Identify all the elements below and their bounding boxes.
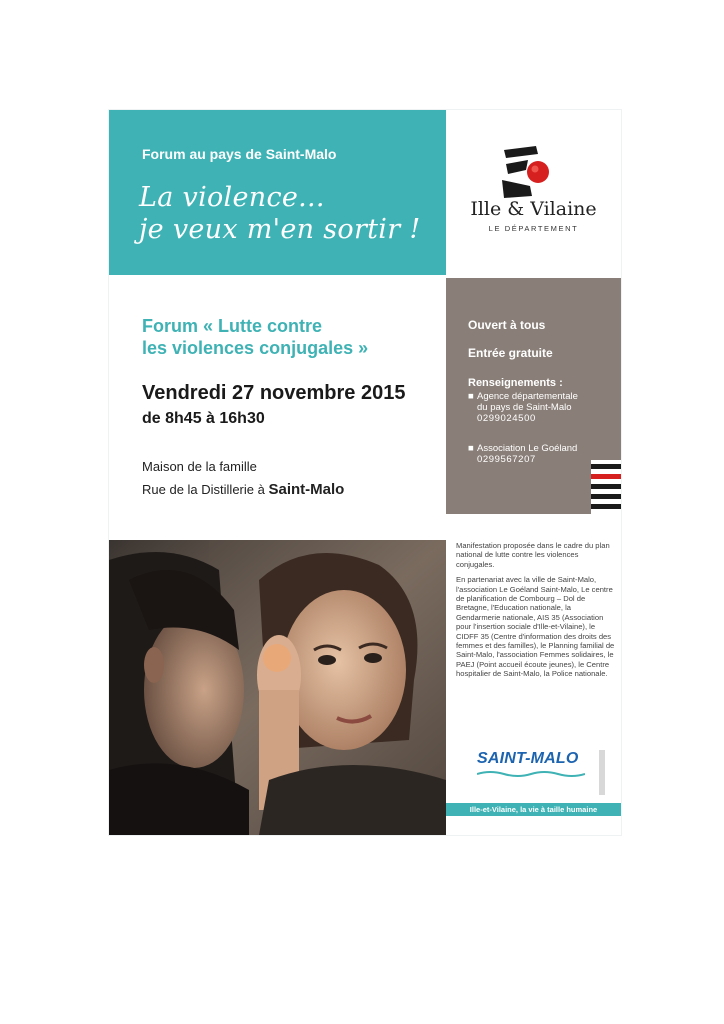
ille-et-vilaine-emblem-icon <box>496 146 558 202</box>
forum-label: Forum au pays de Saint-Malo <box>142 146 337 162</box>
photo-woman-mirror <box>109 540 446 835</box>
side-paragraph-1: Manifestation proposée dans le cadre du plan national de lutte contre les violences conjugales. <box>456 541 610 569</box>
venue-address <box>142 481 344 498</box>
wave-icon <box>477 770 585 778</box>
contact-name-line-1: Agence départementale <box>477 391 578 402</box>
side-paragraph-2: En partenariat avec la ville de Saint-Malo, l'association Le Goéland Saint-Malo, Le centre de planification de Combourg – Dol de Bretagne, l'Education nationale, la Gendarmerie nationale, AIS 35 (Association pour l'insertion sociale d'Ille-et-Vilaine), le CIDFF 35 (Centre d'information des droits des femmes et des familles), le Planning familial de Saint-Malo, l'association Femmes solidaires, le PAEJ (Point accueil écoute jeunes), le Centre hospitalier de Saint-Malo, la Police nationale. <box>456 575 615 679</box>
saint-malo-logo: SAINT-MALO <box>477 750 579 767</box>
tagline-bar: Ille-et-Vilaine, la vie à taille humaine <box>446 803 621 816</box>
contact-name-line-1: Association Le Goéland <box>477 443 578 454</box>
flyer-poster <box>109 110 621 835</box>
event-title-line-1: Forum « Lutte contre <box>142 316 323 336</box>
event-title <box>142 315 368 359</box>
info-free: Entrée gratuite <box>468 346 553 360</box>
venue-street: Rue de la Distillerie à <box>142 482 265 497</box>
logo-name: Ille & Vilaine <box>470 198 597 220</box>
info-panel <box>446 278 621 514</box>
department-logo <box>446 110 621 275</box>
contact-phone: 0299024500 <box>477 413 536 424</box>
bullet-icon: ■ <box>468 443 474 454</box>
contact-name-line-2: du pays de Saint-Malo <box>477 402 572 413</box>
printer-credit <box>599 750 605 795</box>
event-date: Vendredi 27 novembre 2015 <box>142 382 406 404</box>
venue-name: Maison de la famille <box>142 459 257 474</box>
partners-text <box>456 541 616 685</box>
stripes-icon <box>591 460 621 514</box>
contacts-heading: Renseignements : <box>468 377 563 389</box>
headline <box>139 182 420 246</box>
header-band <box>109 110 446 275</box>
logo-subtitle: LE DÉPARTEMENT <box>488 224 579 233</box>
contact-phone: 0299567207 <box>477 454 536 465</box>
headline-line-1: La violence... <box>139 182 325 213</box>
headline-line-2: je veux m'en sortir ! <box>139 214 421 245</box>
venue-city: Saint-Malo <box>268 481 345 498</box>
event-title-line-2: les violences conjugales » <box>142 338 369 358</box>
bullet-icon: ■ <box>468 391 474 402</box>
contact-item <box>468 391 618 424</box>
event-time: de 8h45 à 16h30 <box>142 410 265 427</box>
photo-illustration <box>109 540 446 835</box>
info-open: Ouvert à tous <box>468 318 546 332</box>
